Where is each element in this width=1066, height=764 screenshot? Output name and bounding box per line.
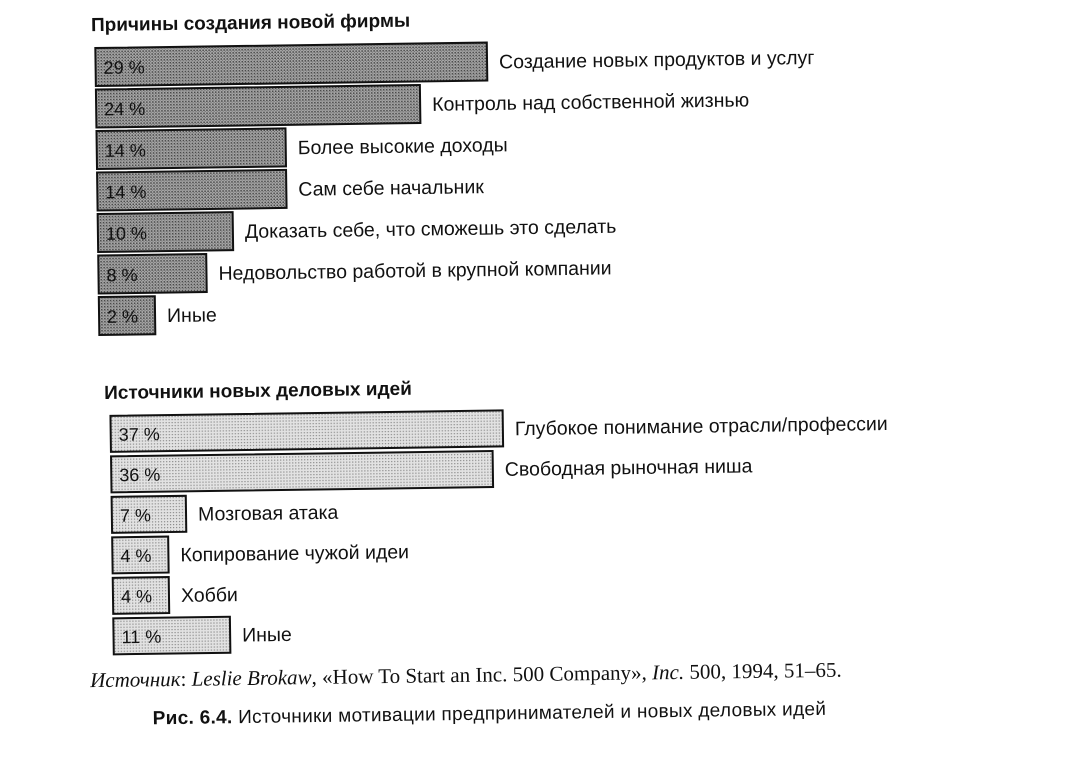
reasons-category-label-6: Недовольство работой в крупной компании	[218, 257, 612, 285]
reasons-value-label-6: 8 %	[106, 264, 138, 286]
reasons-value-label-4: 14 %	[105, 181, 147, 203]
ideas-category-label-4: Копирование чужой идеи	[180, 541, 410, 567]
reasons-chart	[91, 5, 818, 335]
reasons-category-label-7: Иные	[166, 304, 217, 328]
source-title: , «How To Start an Inc. 500 Company»,	[311, 660, 653, 690]
ideas-category-label-2: Свободная рыночная ниша	[504, 455, 753, 481]
ideas-chart-title: Источники новых деловых идей	[103, 378, 412, 404]
ideas-value-label-4: 4 %	[120, 545, 152, 567]
caption-label: Рис. 6.4.	[152, 707, 233, 730]
reasons-value-label-3: 14 %	[104, 140, 146, 161]
ideas-category-label-1: Глубокое понимание отрасли/профессии	[514, 413, 888, 441]
ideas-value-label-6: 11 %	[121, 626, 162, 648]
reasons-value-label-7: 2 %	[106, 306, 139, 327]
ideas-value-label-1: 37 %	[118, 424, 160, 445]
reasons-value-label-1: 29 %	[103, 57, 145, 78]
reasons-category-label-3: Более высокие доходы	[297, 134, 508, 160]
ideas-value-label-3: 7 %	[119, 505, 152, 526]
ideas-category-label-3: Мозговая атака	[197, 501, 339, 526]
ideas-chart	[104, 372, 891, 654]
ideas-category-label-6: Иные	[241, 623, 292, 647]
source-prefix: Источник	[89, 666, 181, 693]
reasons-value-label-2: 24 %	[104, 98, 146, 120]
reasons-category-label-2: Контроль над собственной жизнью	[431, 89, 750, 116]
source-separator: :	[180, 666, 192, 691]
source-details: 500, 1994, 51–65.	[683, 657, 842, 684]
reasons-bar-1	[95, 43, 487, 86]
ideas-bar-2	[111, 451, 493, 492]
ideas-value-label-5: 4 %	[120, 586, 153, 607]
reasons-category-label-1: Создание новых продуктов и услуг	[498, 46, 815, 74]
caption-text: Источники мотивации предпринимателей и новых деловых идей	[232, 698, 827, 729]
source-author: Leslie Brokaw	[191, 665, 312, 691]
reasons-category-label-4: Сам себе начальник	[298, 176, 484, 201]
ideas-category-label-5: Хобби	[180, 584, 239, 607]
ideas-bar-1	[110, 410, 503, 451]
reasons-category-label-5: Доказать себе, что сможешь это сделать	[244, 215, 617, 243]
source-journal: Inc.	[651, 659, 685, 685]
ideas-value-label-2: 36 %	[119, 464, 161, 486]
reasons-chart-title: Причины создания новой фирмы	[90, 10, 411, 37]
reasons-value-label-5: 10 %	[105, 223, 148, 244]
